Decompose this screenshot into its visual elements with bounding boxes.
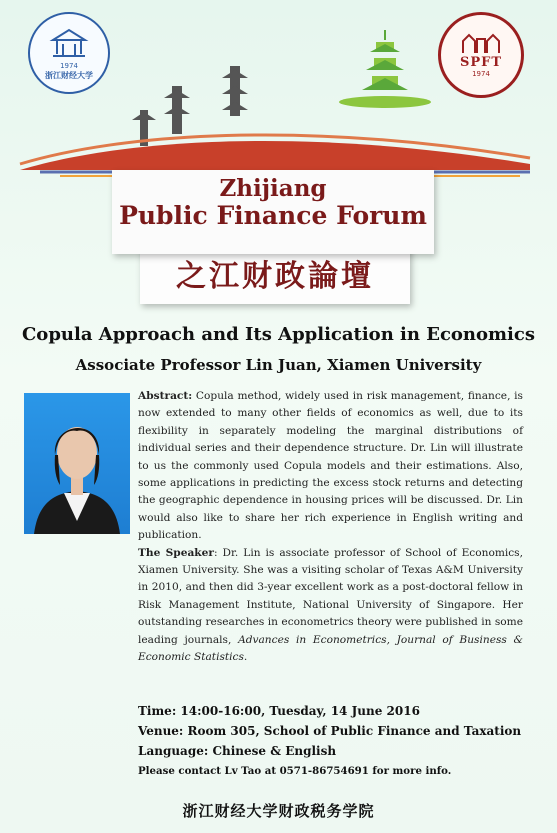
abstract-text: Copula method, widely used in risk management, finance, is now extended to many other fields of economics as well, due to its flexibility in separately modeling the marginal distributions of individual series and their dependence structure. Dr. Lin will illustrate to us the commonly used Copula models and their estimations. Also, some applications in predicting the excess stock returns and detecting the geographic dependence in housing prices will be discussed. Dr. Lin would also like to share her rich experience in English writing and publication. [138, 390, 523, 542]
forum-banner [112, 170, 434, 254]
talk-title: Copula Approach and Its Application in Economics [21, 324, 535, 345]
event-time: Time: 14:00-16:00, Tuesday, 14 June 2016 [138, 704, 420, 718]
event-language: Language: Chinese & English [138, 744, 337, 758]
event-contact: Please contact Lv Tao at 0571-86754691 for more info. [138, 765, 452, 777]
speaker-bio-label: The Speaker [138, 546, 214, 559]
event-venue: Venue: Room 305, School of Public Finance and Taxation [138, 724, 522, 738]
speaker-bio-paragraph [138, 545, 523, 667]
speaker-photo [24, 393, 130, 534]
forum-chinese-title: 之江财政論壇 [176, 259, 374, 294]
seal-year: 1974 [472, 69, 490, 78]
speaker-name: Associate Professor Lin Juan, Xiamen University [75, 356, 482, 374]
logo-year: 1974 [60, 61, 78, 70]
abstract-paragraph [138, 388, 523, 545]
speaker-bio-text: : Dr. Lin is associate professor of School of Economics, Xiamen University. She was a visiting scholar of Texas A&M University in 2010, and then did 3-year excellent work as a post-doctoral fellow in Risk Management Institute, National University of Singapore. Her outstanding researches in econometrics theory were published in some leading journals, [138, 546, 523, 646]
footer-school-name: 浙江财经大学财政税务学院 [182, 802, 375, 820]
green-pagoda-icon [339, 30, 431, 108]
seal-initials: SPFT [459, 54, 503, 70]
portrait-image [24, 393, 130, 534]
forum-title-line1: Zhijiang [219, 175, 327, 202]
talk-description [138, 388, 523, 667]
abstract-label: Abstract: [138, 390, 193, 402]
logo-name: 浙江财经大学 [45, 70, 93, 80]
forum-title-line2: Public Finance Forum [119, 201, 427, 230]
speaker-bio-journals: Advances in Econometrics, Journal of Business & Economic Statistics. [138, 633, 523, 664]
